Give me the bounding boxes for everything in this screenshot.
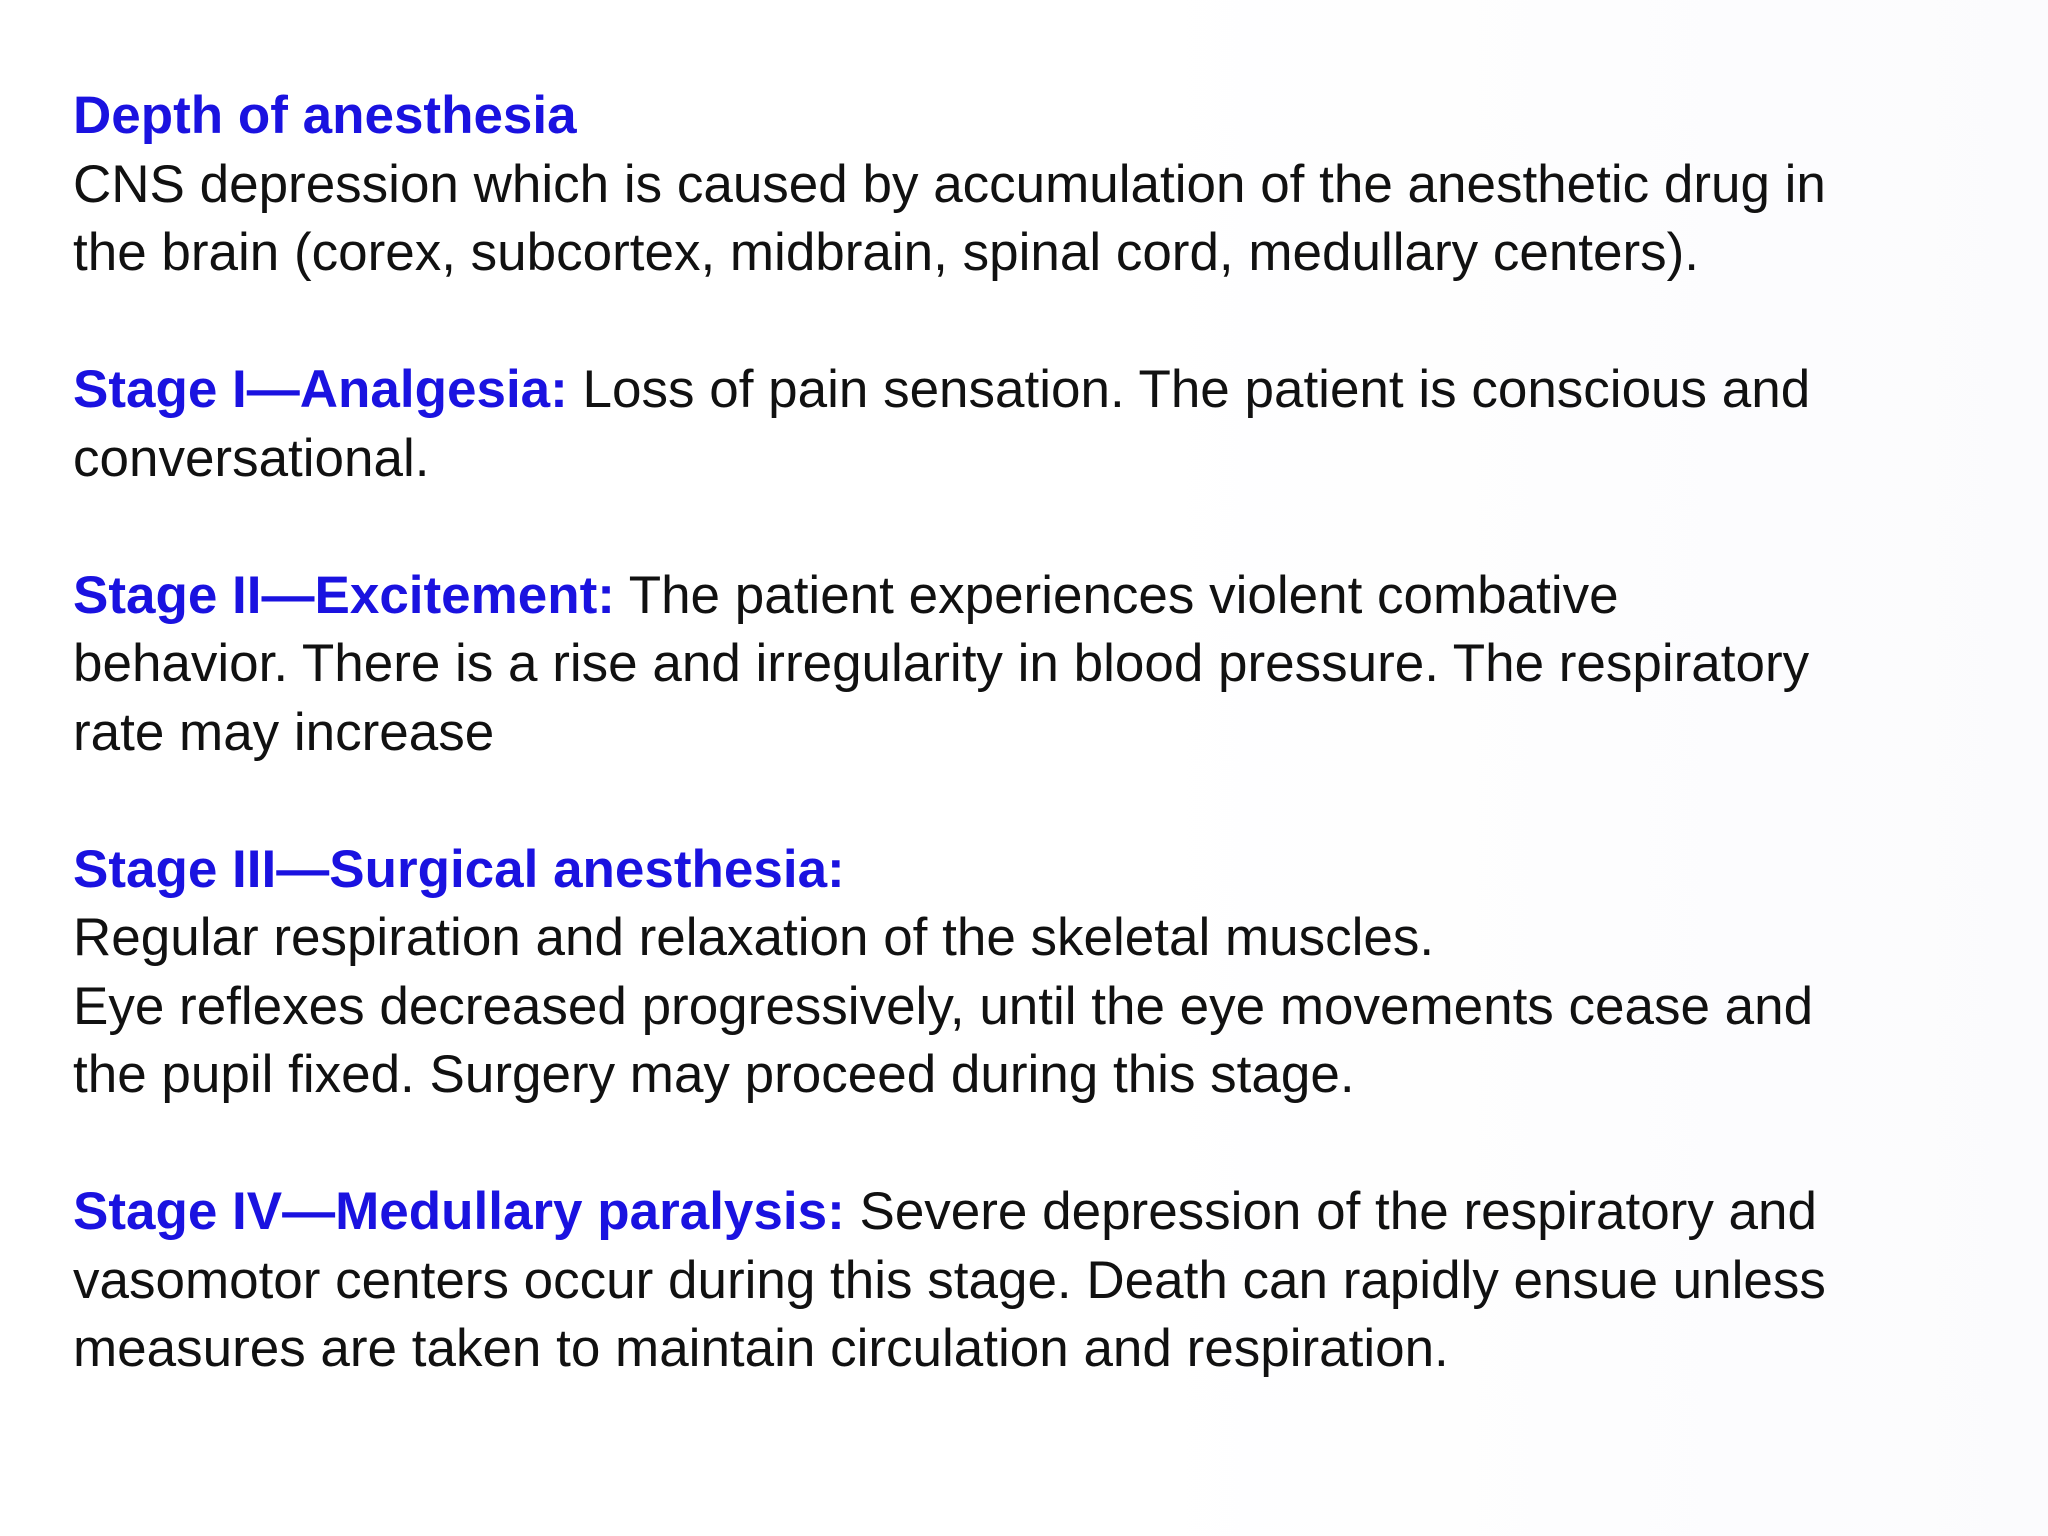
stage-3-block [73, 836, 2008, 1110]
stage-4-line: measures are taken to maintain circulation and respiration. [73, 1319, 1449, 1378]
stage-3-first-line [73, 836, 2008, 905]
stage-2-line: behavior. There is a rise and irregularity in blood pressure. The respiratory [73, 634, 1810, 693]
stage-2-heading: Stage II—Excitement: [73, 565, 615, 625]
intro-line: CNS depression which is caused by accumulation of the anesthetic drug in [73, 154, 1826, 214]
stage-1-line: conversational. [73, 428, 430, 488]
stage-1-lead-text: Loss of pain sensation. The patient is conscious and [567, 360, 1811, 419]
stage-3-heading: Stage III—Surgical anesthesia: [73, 839, 845, 899]
stage-4-heading: Stage IV—Medullary paralysis: [73, 1182, 845, 1241]
intro-block [73, 82, 2008, 288]
stage-4-block [73, 1178, 2008, 1384]
stage-1-first-line [73, 356, 2008, 425]
intro-heading: Depth of anesthesia [73, 86, 577, 145]
stage-3-line: Regular respiration and relaxation of the skeletal muscles. [73, 908, 1435, 967]
stage-2-block [73, 562, 2008, 768]
stage-1-heading: Stage I—Analgesia: [73, 360, 568, 419]
stage-3-line: the pupil fixed. Surgery may proceed during this stage. [73, 1045, 1355, 1104]
stage-2-line: rate may increase [73, 702, 495, 762]
stage-4-first-line [73, 1178, 2008, 1247]
stage-4-lead-text: Severe depression of the respiratory and [844, 1182, 1817, 1241]
stage-4-line: vasomotor centers occur during this stage. Death can rapidly ensue unless [73, 1250, 1826, 1310]
stage-1-block [73, 356, 2008, 493]
stage-3-line: Eye reflexes decreased progressively, until the eye movements cease and [73, 976, 1814, 1036]
stage-2-first-line [73, 562, 2008, 631]
intro-line: the brain (corex, subcortex, midbrain, spinal cord, medullary centers). [73, 223, 1700, 282]
stage-2-lead-text: The patient experiences violent combative [614, 565, 1619, 625]
